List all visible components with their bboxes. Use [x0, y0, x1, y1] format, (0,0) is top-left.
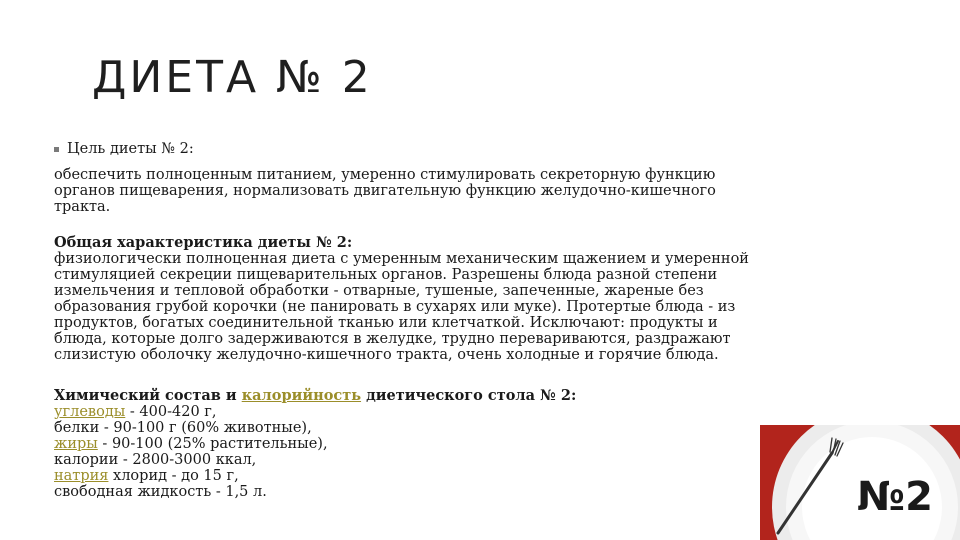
general-line: физиологически полноценная диета с умеренным механическим щажением и умеренной: [54, 251, 749, 267]
fats-link[interactable]: жиры: [54, 436, 98, 452]
slide-title: ДИЕТА № 2: [92, 52, 373, 103]
general-line: образования грубой корочки (не панировать в сухарях или муке). Протертые блюда - из: [54, 299, 736, 315]
general-section: [54, 235, 749, 363]
calories-link[interactable]: калорийность: [241, 387, 362, 404]
general-line: слизистую оболочку желудочно-кишечного тракта, очень холодные и горячие блюда.: [54, 347, 719, 363]
plate-image: [760, 425, 960, 540]
chem-section: [54, 388, 576, 500]
general-line: измельчения и тепловой обработки - отварные, тушеные, запеченные, жареные без: [54, 283, 704, 299]
general-line: блюда, которые долго задерживаются в желудке, трудно перевариваются, раздражают: [54, 331, 731, 347]
chem-heading: Химический состав и калорийность диетического стола № 2:: [54, 387, 577, 404]
general-heading: Общая характеристика диеты № 2:: [54, 234, 353, 251]
plate-label: №2: [857, 474, 933, 520]
chem-fats: жиры - 90-100 (25% растительные),: [54, 436, 328, 452]
goal-line: органов пищеварения, нормализовать двигательную функцию желудочно-кишечного: [54, 183, 716, 199]
goal-paragraph: [54, 167, 716, 215]
chem-fluid: свободная жидкость - 1,5 л.: [54, 484, 267, 500]
chem-sodium: натрия хлорид - до 15 г,: [54, 468, 239, 484]
bullet-goal: [54, 141, 194, 157]
goal-line: обеспечить полноценным питанием, умеренно стимулировать секреторную функцию: [54, 167, 716, 183]
goal-line: тракта.: [54, 199, 111, 215]
bullet-square-icon: [54, 147, 59, 152]
general-line: продуктов, богатых соединительной тканью или клетчаткой. Исключают: продукты и: [54, 315, 718, 331]
chem-calories: калории - 2800-3000 ккал,: [54, 452, 257, 468]
chem-carbs: углеводы - 400-420 г,: [54, 404, 217, 420]
plate-illustration: [760, 425, 960, 540]
general-line: стимуляцией секреции пищеварительных органов. Разрешены блюда разной степени: [54, 267, 718, 283]
bullet-text: Цель диеты № 2:: [67, 141, 194, 157]
chem-proteins: белки - 90-100 г (60% животные),: [54, 420, 312, 436]
sodium-link[interactable]: натрия: [54, 468, 109, 484]
carbs-link[interactable]: углеводы: [54, 404, 126, 420]
